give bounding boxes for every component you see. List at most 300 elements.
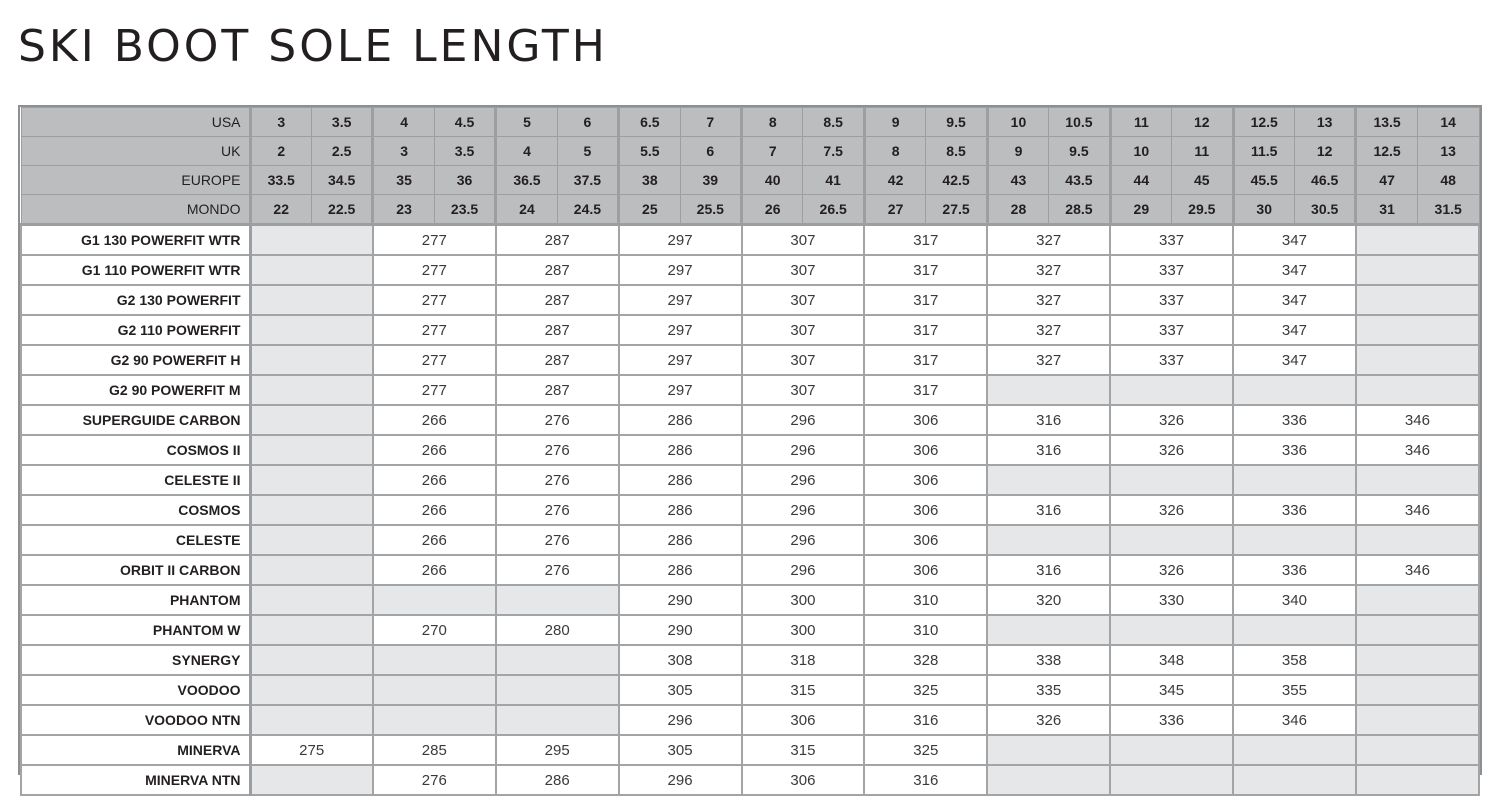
model-name: MINERVA xyxy=(21,735,250,765)
sole-length-cell: 317 xyxy=(864,345,987,375)
size-value: 3 xyxy=(250,108,311,137)
sole-length-cell: 346 xyxy=(1356,435,1479,465)
model-name: VOODOO NTN xyxy=(21,705,250,735)
sole-length-cell: 275 xyxy=(250,735,373,765)
size-value: 3.5 xyxy=(311,108,372,137)
sole-length-cell: 276 xyxy=(496,495,619,525)
header-row-europe xyxy=(21,166,1479,195)
sole-length-cell: 290 xyxy=(619,615,742,645)
sole-length-cell: 326 xyxy=(1110,555,1233,585)
sole-length-cell: 336 xyxy=(1233,405,1356,435)
sole-length-cell: 286 xyxy=(619,495,742,525)
header-row-mondo xyxy=(21,195,1479,225)
size-value: 11.5 xyxy=(1233,137,1294,166)
sole-length-cell: 306 xyxy=(864,435,987,465)
sole-length-cell: 306 xyxy=(864,495,987,525)
sole-length-cell: 306 xyxy=(742,765,865,795)
sole-length-cell: 297 xyxy=(619,345,742,375)
sole-length-cell: 300 xyxy=(742,615,865,645)
sole-length-cell: 317 xyxy=(864,375,987,405)
sole-length-cell: 277 xyxy=(373,345,496,375)
unavailable-cell xyxy=(1356,705,1479,735)
size-value: 31 xyxy=(1356,195,1417,225)
sole-length-cell: 305 xyxy=(619,735,742,765)
sole-length-cell: 297 xyxy=(619,315,742,345)
model-name: VOODOO xyxy=(21,675,250,705)
unavailable-cell xyxy=(1356,765,1479,795)
size-value: 22.5 xyxy=(311,195,372,225)
sole-length-cell: 336 xyxy=(1233,435,1356,465)
sole-length-cell: 328 xyxy=(864,645,987,675)
sole-length-cell: 287 xyxy=(496,255,619,285)
size-value: 29 xyxy=(1110,195,1171,225)
model-name: COSMOS II xyxy=(21,435,250,465)
sole-length-cell: 345 xyxy=(1110,675,1233,705)
sole-length-cell: 326 xyxy=(1110,405,1233,435)
size-value: 34.5 xyxy=(311,166,372,195)
size-value: 13 xyxy=(1417,137,1479,166)
size-value: 35 xyxy=(373,166,434,195)
size-value: 8.5 xyxy=(926,137,987,166)
unavailable-cell xyxy=(1356,375,1479,405)
table-body xyxy=(21,108,1479,796)
sole-length-cell: 346 xyxy=(1233,705,1356,735)
sole-length-cell: 337 xyxy=(1110,315,1233,345)
size-value: 26.5 xyxy=(803,195,864,225)
sole-length-cell: 307 xyxy=(742,315,865,345)
sole-length-cell: 336 xyxy=(1110,705,1233,735)
size-value: 7 xyxy=(680,108,741,137)
model-row xyxy=(21,555,1479,585)
model-row xyxy=(21,465,1479,495)
sole-length-cell: 340 xyxy=(1233,585,1356,615)
size-value: 39 xyxy=(680,166,741,195)
sole-length-cell: 316 xyxy=(987,405,1110,435)
size-value: 30 xyxy=(1233,195,1294,225)
unavailable-cell xyxy=(373,705,496,735)
model-name: G1 130 POWERFIT WTR xyxy=(21,225,250,256)
sole-length-cell: 296 xyxy=(742,555,865,585)
unavailable-cell xyxy=(250,315,373,345)
size-system-label: UK xyxy=(21,137,250,166)
sole-length-cell: 327 xyxy=(987,225,1110,256)
size-value: 33.5 xyxy=(250,166,311,195)
sole-length-cell: 276 xyxy=(496,465,619,495)
size-value: 4 xyxy=(373,108,434,137)
model-name: SYNERGY xyxy=(21,645,250,675)
size-value: 8 xyxy=(864,137,925,166)
sole-length-cell: 310 xyxy=(864,615,987,645)
sole-length-cell: 296 xyxy=(742,465,865,495)
size-value: 5.5 xyxy=(619,137,680,166)
model-name: PHANTOM W xyxy=(21,615,250,645)
model-row xyxy=(21,225,1479,256)
size-value: 23.5 xyxy=(434,195,495,225)
size-value: 12.5 xyxy=(1356,137,1417,166)
sole-length-cell: 266 xyxy=(373,525,496,555)
sole-length-cell: 287 xyxy=(496,315,619,345)
sole-length-cell: 318 xyxy=(742,645,865,675)
sole-length-cell: 286 xyxy=(496,765,619,795)
sole-length-cell: 317 xyxy=(864,315,987,345)
sole-length-cell: 326 xyxy=(1110,495,1233,525)
size-value: 27.5 xyxy=(926,195,987,225)
sole-length-cell: 307 xyxy=(742,375,865,405)
sole-length-cell: 346 xyxy=(1356,405,1479,435)
sole-length-cell: 326 xyxy=(987,705,1110,735)
sole-length-cell: 336 xyxy=(1233,495,1356,525)
sole-length-cell: 266 xyxy=(373,435,496,465)
sole-length-cell: 337 xyxy=(1110,225,1233,256)
size-value: 46.5 xyxy=(1294,166,1355,195)
model-name: G2 90 POWERFIT M xyxy=(21,375,250,405)
sole-length-cell: 327 xyxy=(987,285,1110,315)
sole-length-cell: 296 xyxy=(619,705,742,735)
sole-length-cell: 286 xyxy=(619,405,742,435)
sole-length-cell: 277 xyxy=(373,315,496,345)
unavailable-cell xyxy=(250,225,373,256)
unavailable-cell xyxy=(250,435,373,465)
model-row xyxy=(21,285,1479,315)
unavailable-cell xyxy=(250,585,373,615)
sole-length-cell: 297 xyxy=(619,285,742,315)
size-value: 31.5 xyxy=(1417,195,1479,225)
size-value: 36.5 xyxy=(496,166,557,195)
unavailable-cell xyxy=(250,765,373,795)
size-value: 14 xyxy=(1417,108,1479,137)
size-value: 42 xyxy=(864,166,925,195)
sole-length-cell: 306 xyxy=(864,555,987,585)
size-value: 9.5 xyxy=(926,108,987,137)
sole-length-cell: 286 xyxy=(619,435,742,465)
model-name: CELESTE II xyxy=(21,465,250,495)
size-value: 30.5 xyxy=(1294,195,1355,225)
sole-length-cell: 286 xyxy=(619,555,742,585)
unavailable-cell xyxy=(1356,285,1479,315)
model-name: COSMOS xyxy=(21,495,250,525)
sole-length-cell: 290 xyxy=(619,585,742,615)
sole-length-cell: 286 xyxy=(619,525,742,555)
sole-length-cell: 296 xyxy=(742,525,865,555)
model-row xyxy=(21,585,1479,615)
unavailable-cell xyxy=(496,585,619,615)
size-value: 5 xyxy=(557,137,618,166)
size-value: 10 xyxy=(987,108,1048,137)
model-row xyxy=(21,675,1479,705)
sole-length-cell: 317 xyxy=(864,285,987,315)
sole-length-cell: 306 xyxy=(742,705,865,735)
sole-length-cell: 337 xyxy=(1110,345,1233,375)
sole-length-cell: 287 xyxy=(496,285,619,315)
model-name: G1 110 POWERFIT WTR xyxy=(21,255,250,285)
sole-length-cell: 297 xyxy=(619,255,742,285)
unavailable-cell xyxy=(250,495,373,525)
unavailable-cell xyxy=(1356,465,1479,495)
sole-length-cell: 306 xyxy=(864,405,987,435)
model-row xyxy=(21,615,1479,645)
size-value: 41 xyxy=(803,166,864,195)
sole-length-cell: 307 xyxy=(742,345,865,375)
unavailable-cell xyxy=(1110,375,1233,405)
size-value: 45.5 xyxy=(1233,166,1294,195)
sole-length-cell: 280 xyxy=(496,615,619,645)
unavailable-cell xyxy=(250,615,373,645)
sole-length-cell: 266 xyxy=(373,465,496,495)
unavailable-cell xyxy=(250,525,373,555)
sole-length-cell: 276 xyxy=(373,765,496,795)
sole-length-cell: 325 xyxy=(864,675,987,705)
unavailable-cell xyxy=(496,675,619,705)
size-value: 11 xyxy=(1172,137,1233,166)
sole-length-cell: 308 xyxy=(619,645,742,675)
model-row xyxy=(21,525,1479,555)
sole-length-cell: 330 xyxy=(1110,585,1233,615)
unavailable-cell xyxy=(1110,525,1233,555)
unavailable-cell xyxy=(250,375,373,405)
sole-length-cell: 347 xyxy=(1233,225,1356,256)
unavailable-cell xyxy=(1233,375,1356,405)
sole-length-cell: 307 xyxy=(742,225,865,256)
sole-length-table xyxy=(20,107,1480,796)
sole-length-cell: 306 xyxy=(864,465,987,495)
size-value: 24.5 xyxy=(557,195,618,225)
sole-length-cell: 297 xyxy=(619,375,742,405)
size-value: 29.5 xyxy=(1172,195,1233,225)
sole-length-cell: 338 xyxy=(987,645,1110,675)
model-row xyxy=(21,765,1479,795)
sole-length-cell: 327 xyxy=(987,345,1110,375)
sole-length-cell: 316 xyxy=(987,555,1110,585)
unavailable-cell xyxy=(1110,735,1233,765)
sole-length-cell: 300 xyxy=(742,585,865,615)
model-row xyxy=(21,645,1479,675)
sole-length-cell: 327 xyxy=(987,315,1110,345)
sole-length-cell: 266 xyxy=(373,405,496,435)
unavailable-cell xyxy=(250,345,373,375)
size-value: 27 xyxy=(864,195,925,225)
size-value: 25.5 xyxy=(680,195,741,225)
model-row xyxy=(21,255,1479,285)
sole-length-cell: 316 xyxy=(987,495,1110,525)
unavailable-cell xyxy=(1233,735,1356,765)
unavailable-cell xyxy=(1233,465,1356,495)
sole-length-cell: 277 xyxy=(373,375,496,405)
sole-length-cell: 296 xyxy=(619,765,742,795)
sole-length-cell: 287 xyxy=(496,345,619,375)
sole-length-cell: 336 xyxy=(1233,555,1356,585)
unavailable-cell xyxy=(987,735,1110,765)
unavailable-cell xyxy=(1356,255,1479,285)
sole-length-cell: 270 xyxy=(373,615,496,645)
sole-length-cell: 347 xyxy=(1233,285,1356,315)
size-value: 2 xyxy=(250,137,311,166)
sole-length-cell: 347 xyxy=(1233,255,1356,285)
sole-length-cell: 266 xyxy=(373,555,496,585)
sole-length-cell: 296 xyxy=(742,435,865,465)
unavailable-cell xyxy=(250,675,373,705)
sole-length-cell: 306 xyxy=(864,525,987,555)
sole-length-cell: 315 xyxy=(742,735,865,765)
unavailable-cell xyxy=(496,645,619,675)
unavailable-cell xyxy=(250,405,373,435)
unavailable-cell xyxy=(1356,675,1479,705)
size-value: 12.5 xyxy=(1233,108,1294,137)
unavailable-cell xyxy=(250,465,373,495)
size-value: 7.5 xyxy=(803,137,864,166)
model-name: MINERVA NTN xyxy=(21,765,250,795)
model-row xyxy=(21,435,1479,465)
model-name: ORBIT II CARBON xyxy=(21,555,250,585)
size-value: 9.5 xyxy=(1049,137,1110,166)
model-name: G2 130 POWERFIT xyxy=(21,285,250,315)
unavailable-cell xyxy=(1356,345,1479,375)
sole-length-cell: 296 xyxy=(742,405,865,435)
unavailable-cell xyxy=(1233,615,1356,645)
unavailable-cell xyxy=(1356,615,1479,645)
unavailable-cell xyxy=(1356,315,1479,345)
unavailable-cell xyxy=(1356,525,1479,555)
size-value: 8 xyxy=(742,108,803,137)
size-value: 38 xyxy=(619,166,680,195)
unavailable-cell xyxy=(373,645,496,675)
unavailable-cell xyxy=(1233,525,1356,555)
size-value: 43 xyxy=(987,166,1048,195)
sole-length-cell: 335 xyxy=(987,675,1110,705)
sole-length-cell: 348 xyxy=(1110,645,1233,675)
unavailable-cell xyxy=(373,675,496,705)
sole-length-cell: 355 xyxy=(1233,675,1356,705)
model-row xyxy=(21,735,1479,765)
size-value: 7 xyxy=(742,137,803,166)
unavailable-cell xyxy=(250,285,373,315)
size-value: 2.5 xyxy=(311,137,372,166)
size-value: 4 xyxy=(496,137,557,166)
size-value: 44 xyxy=(1110,166,1171,195)
model-name: PHANTOM xyxy=(21,585,250,615)
sole-length-cell: 307 xyxy=(742,285,865,315)
sole-length-cell: 316 xyxy=(864,705,987,735)
model-name: G2 110 POWERFIT xyxy=(21,315,250,345)
size-system-label: USA xyxy=(21,108,250,137)
size-value: 5 xyxy=(496,108,557,137)
unavailable-cell xyxy=(1110,765,1233,795)
size-value: 37.5 xyxy=(557,166,618,195)
sole-length-cell: 315 xyxy=(742,675,865,705)
size-value: 9 xyxy=(864,108,925,137)
size-value: 48 xyxy=(1417,166,1479,195)
sole-length-cell: 337 xyxy=(1110,255,1233,285)
sole-length-cell: 266 xyxy=(373,495,496,525)
model-row xyxy=(21,705,1479,735)
size-value: 24 xyxy=(496,195,557,225)
model-row xyxy=(21,345,1479,375)
sole-length-cell: 320 xyxy=(987,585,1110,615)
size-value: 47 xyxy=(1356,166,1417,195)
sole-length-cell: 286 xyxy=(619,465,742,495)
unavailable-cell xyxy=(987,375,1110,405)
unavailable-cell xyxy=(250,555,373,585)
model-name: G2 90 POWERFIT H xyxy=(21,345,250,375)
unavailable-cell xyxy=(250,645,373,675)
sole-length-cell: 276 xyxy=(496,525,619,555)
size-value: 6 xyxy=(680,137,741,166)
sole-length-cell: 277 xyxy=(373,225,496,256)
size-value: 36 xyxy=(434,166,495,195)
sole-length-cell: 287 xyxy=(496,375,619,405)
unavailable-cell xyxy=(1356,645,1479,675)
sole-length-cell: 347 xyxy=(1233,315,1356,345)
size-value: 9 xyxy=(987,137,1048,166)
size-value: 6.5 xyxy=(619,108,680,137)
sole-length-cell: 347 xyxy=(1233,345,1356,375)
sole-length-cell: 307 xyxy=(742,255,865,285)
unavailable-cell xyxy=(250,255,373,285)
sole-length-cell: 346 xyxy=(1356,495,1479,525)
sole-length-cell: 297 xyxy=(619,225,742,256)
size-value: 26 xyxy=(742,195,803,225)
unavailable-cell xyxy=(987,465,1110,495)
size-value: 4.5 xyxy=(434,108,495,137)
size-value: 3 xyxy=(373,137,434,166)
size-value: 8.5 xyxy=(803,108,864,137)
unavailable-cell xyxy=(250,705,373,735)
sole-length-cell: 295 xyxy=(496,735,619,765)
size-value: 12 xyxy=(1294,137,1355,166)
page-title: SKI BOOT SOLE LENGTH xyxy=(18,21,608,72)
size-value: 10 xyxy=(1110,137,1171,166)
unavailable-cell xyxy=(1356,585,1479,615)
size-value: 28 xyxy=(987,195,1048,225)
size-system-label: EUROPE xyxy=(21,166,250,195)
sole-length-cell: 316 xyxy=(864,765,987,795)
unavailable-cell xyxy=(496,705,619,735)
size-value: 25 xyxy=(619,195,680,225)
sole-length-cell: 327 xyxy=(987,255,1110,285)
size-value: 40 xyxy=(742,166,803,195)
size-value: 22 xyxy=(250,195,311,225)
sole-length-cell: 277 xyxy=(373,285,496,315)
unavailable-cell xyxy=(1356,735,1479,765)
sole-length-cell: 276 xyxy=(496,555,619,585)
sole-length-cell: 277 xyxy=(373,255,496,285)
model-name: CELESTE xyxy=(21,525,250,555)
model-row xyxy=(21,315,1479,345)
sole-length-cell: 326 xyxy=(1110,435,1233,465)
size-value: 11 xyxy=(1110,108,1171,137)
sole-length-cell: 325 xyxy=(864,735,987,765)
header-row-uk xyxy=(21,137,1479,166)
size-value: 6 xyxy=(557,108,618,137)
sole-length-cell: 287 xyxy=(496,225,619,256)
sole-length-cell: 317 xyxy=(864,225,987,256)
sole-length-cell: 276 xyxy=(496,435,619,465)
sole-length-cell: 346 xyxy=(1356,555,1479,585)
unavailable-cell xyxy=(1110,615,1233,645)
unavailable-cell xyxy=(987,525,1110,555)
size-value: 43.5 xyxy=(1049,166,1110,195)
unavailable-cell xyxy=(1233,765,1356,795)
unavailable-cell xyxy=(1356,225,1479,256)
size-value: 12 xyxy=(1172,108,1233,137)
sole-length-cell: 276 xyxy=(496,405,619,435)
model-row xyxy=(21,495,1479,525)
size-value: 45 xyxy=(1172,166,1233,195)
unavailable-cell xyxy=(1110,465,1233,495)
sole-length-cell: 310 xyxy=(864,585,987,615)
size-value: 13.5 xyxy=(1356,108,1417,137)
sole-length-cell: 316 xyxy=(987,435,1110,465)
size-value: 13 xyxy=(1294,108,1355,137)
